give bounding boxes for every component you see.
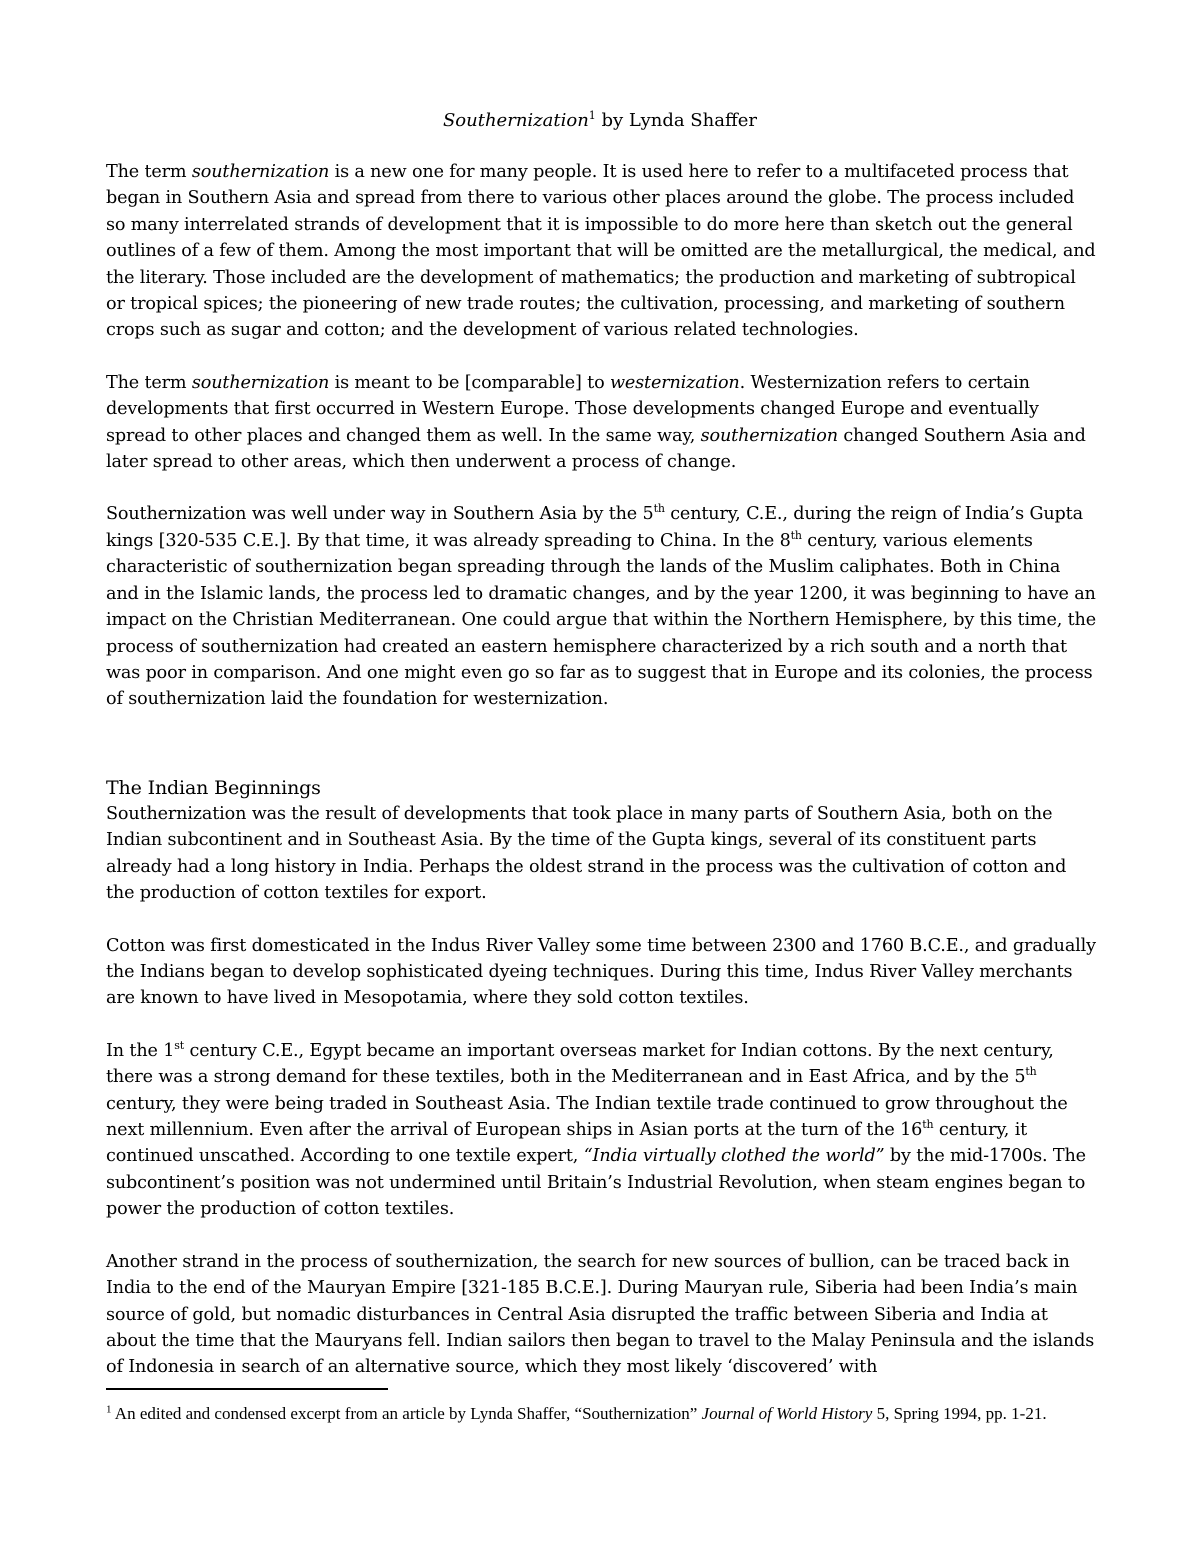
p6-text-e: by the mid-1700s. The subcontinent’s position was not undermined until Britain’s Industrial Revolution, when steam engines began to power the production of cotton textiles. xyxy=(106,1146,1086,1220)
p6-text-a: In the 1 xyxy=(106,1040,175,1061)
paragraph-6 xyxy=(106,1038,1096,1223)
p1-term: southernization xyxy=(191,162,330,182)
p2-term-3: southernization xyxy=(700,425,838,446)
document-title xyxy=(0,108,1200,134)
paragraph-4: Southernization was the result of developments that took place in many parts of Southern Asia, both on the Indian subcontinent and in Southeast Asia. By the time of the Gupta kings, several of its constituent parts already had a long history in India. Perhaps the oldest strand in the process was the cultivation of cotton and the production of cotton textiles for export. xyxy=(106,804,1067,904)
p3-sup-1: th xyxy=(653,502,665,516)
p3-text-b: century, C.E., during the reign of India’s Gupta kings [320-535 C.E.]. By that time, it was already spreading to China. In the 8 xyxy=(106,504,1083,551)
p3-sup-2: th xyxy=(790,529,802,543)
p2-term-2: westernization xyxy=(609,372,740,393)
p6-sup-1: st xyxy=(174,1038,185,1052)
footnote-text-a: An edited and condensed excerpt from an article by Lynda Shaffer, “Southernization” xyxy=(111,1404,702,1423)
title-byline: by Lynda Shaffer xyxy=(595,110,758,131)
section-heading: The Indian Beginnings xyxy=(106,777,321,799)
p6-sup-3: th xyxy=(922,1118,934,1132)
paragraph-3 xyxy=(106,501,1096,712)
footnote xyxy=(106,1402,1096,1426)
p2-text-b: is meant to be [comparable] to xyxy=(329,372,610,393)
p6-sup-2: th xyxy=(1025,1065,1037,1079)
paragraph-7: Another strand in the process of southernization, the search for new sources of bullion, can be traced back in India to the end of the Mauryan Empire [321-185 B.C.E.]. During Mauryan rule, Siberia had been India’s main source of gold, but nomadic disturbances in Central Asia disrupted the traffic between Siberia and India at about the time that the Mauryans fell. Indian sailors then began to travel to the Malay Peninsula and the islands of Indonesia in search of an alternative source, which they most likely ‘discovered’ with xyxy=(106,1251,1095,1378)
p2-text-c: . Westernization refers to certain developments that first occurred in Western Europe. Those developments changed Europe and eventually spread to other places and changed them as well. In the same way, xyxy=(106,372,1039,446)
body-text xyxy=(106,159,1096,739)
paragraph-1 xyxy=(106,159,1096,344)
paragraph-2 xyxy=(106,370,1096,476)
footnote-divider xyxy=(106,1388,388,1390)
p3-text-c: century, various elements characteristic of southernization began spreading through the lands of the Muslim caliphates. Both in China and in the Islamic lands, the process led to dramatic changes, and by the year 1200, it was beginning to have an impact on the Christian Mediterranean. One could argue that within the Northern Hemisphere, by this time, the process of southernization had created an eastern hemisphere characterized by a rich south and a north that was poor in comparison. And one might even go so far as to suggest that in Europe and its colonies, the process of southernization laid the foundation for westernization. xyxy=(106,530,1096,710)
p2-text-d: changed Southern Asia and later spread to other areas, which then underwent a process of change. xyxy=(106,425,1086,473)
section-text xyxy=(106,775,1096,1381)
p6-text-d: century, it continued unscathed. According to one textile expert, xyxy=(106,1120,1028,1167)
p6-text-b: century C.E., Egypt became an important overseas market for Indian cottons. By the next century, there was a strong demand for these textiles, both in the Mediterranean and in East Africa, and by the 5 xyxy=(106,1040,1054,1088)
p6-quote: “India virtually clothed the world” xyxy=(583,1146,885,1167)
title-italic-word: Southernization xyxy=(442,110,589,131)
p1-text-a: The term xyxy=(106,162,192,182)
footnote-number: 1 xyxy=(106,1403,112,1416)
footnote-journal: Journal of World History xyxy=(701,1404,873,1423)
p1-text-b: is a new one for many people. It is used here to refer to a multifaceted process that began in Southern Asia and spread from there to various other places around the globe. The process included so many interrelated strands of development that it is impossible to do more here than sketch out the general outlines of a few of them. Among the most important that will be omitted are the metallurgical, the medical, and the literary. Those included are the development of mathematics; the production and marketing of subtropical or tropical spices; the pioneering of new trade routes; the cultivation, processing, and marketing of southern crops such as sugar and cotton; and the development of various related technologies. xyxy=(106,162,1096,341)
p2-text-a: The term xyxy=(106,372,192,393)
footnote-text-b: 5, Spring 1994, pp. 1-21. xyxy=(872,1404,1047,1423)
p2-term-1: southernization xyxy=(191,372,330,393)
p3-text-a: Southernization was well under way in Southern Asia by the 5 xyxy=(106,504,654,525)
p6-text-c: century, they were being traded in Southeast Asia. The Indian textile trade continued to grow throughout the next millennium. Even after the arrival of European ships in Asian ports at the turn of the 16 xyxy=(106,1093,1068,1141)
footnote-reference[interactable]: 1 xyxy=(588,109,596,122)
paragraph-5: Cotton was first domesticated in the Indus River Valley some time between 2300 and 1760 B.C.E., and gradually the Indians began to develop sophisticated dyeing techniques. During this time, Indus River Valley merchants are known to have lived in Mesopotamia, where they sold cotton textiles. xyxy=(106,935,1096,1009)
